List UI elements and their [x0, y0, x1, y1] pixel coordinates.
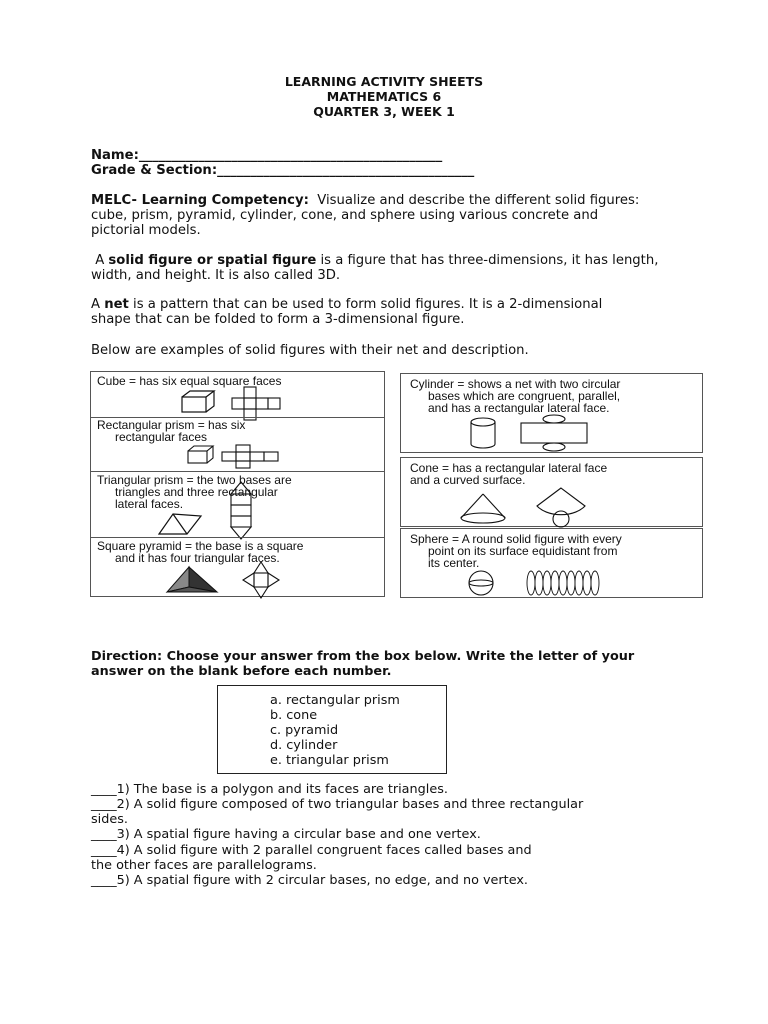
examples-intro: Below are examples of solid figures with their net and description. — [91, 343, 529, 358]
cylinder-desc-3: and has a rectangular lateral face. — [428, 401, 610, 415]
rect-prism-figure — [187, 445, 215, 465]
choice-d: d. cylinder — [270, 738, 338, 753]
sphere-net — [525, 569, 605, 597]
choice-a: a. rectangular prism — [270, 693, 400, 708]
question-1: ____1) The base is a polygon and its faces are triangles. — [91, 782, 448, 797]
cylinder-desc-2: bases which are congruent, parallel, — [428, 389, 621, 403]
tri-prism-figure — [157, 504, 203, 536]
solid-def-term: solid figure or spatial figure — [108, 253, 317, 268]
net-definition — [91, 297, 602, 313]
choice-c: c. pyramid — [270, 723, 339, 738]
sq-pyramid-desc-1: Square pyramid = the base is a square — [97, 539, 304, 553]
name-label: Name: — [91, 148, 139, 163]
choice-b: b. cone — [270, 708, 318, 723]
direction-line-1: Direction: Choose your answer from the box below. Write the letter of your — [91, 649, 635, 664]
cube-net — [231, 387, 283, 421]
solid-def-pre: A — [95, 253, 109, 268]
grade-blank: _______________________________________ — [217, 163, 475, 178]
melc-label: MELC- Learning Competency: — [91, 193, 309, 208]
sphere-desc-2: point on its surface equidistant from — [428, 544, 618, 558]
grade-field — [91, 163, 474, 179]
sq-pyramid-net — [241, 560, 281, 600]
net-def-pre: A — [91, 297, 105, 312]
net-def-term: net — [104, 297, 129, 312]
cone-desc-2: and a curved surface. — [410, 473, 526, 487]
question-3: ____3) A spatial figure having a circular base and one vertex. — [91, 827, 481, 842]
cube-figure — [181, 390, 217, 414]
melc-text-1: Visualize and describe the different solid figures: — [317, 193, 640, 208]
cylinder-box — [400, 373, 703, 453]
cylinder-net — [519, 414, 589, 452]
name-field — [91, 148, 442, 164]
cone-figure — [459, 492, 509, 526]
rect-prism-desc-1: Rectangular prism = has six — [97, 418, 246, 432]
cylinder-figure — [469, 417, 499, 451]
direction-line-2: answer on the blank before each number. — [91, 664, 392, 679]
sq-pyramid-desc-2: and it has four triangular faces. — [115, 551, 280, 565]
question-2-cont: sides. — [91, 812, 128, 827]
melc-line-1 — [91, 193, 639, 209]
cone-net — [531, 486, 591, 528]
question-5: ____5) A spatial figure with 2 circular bases, no edge, and no vertex. — [91, 873, 528, 888]
tri-prism-desc-1: Triangular prism = the two bases are — [97, 473, 292, 487]
name-blank: ______________________________________________ — [138, 148, 443, 163]
solid-def-line-2: width, and height. It is also called 3D. — [91, 268, 341, 283]
net-def-post: is a pattern that can be used to form solid figures. It is a 2-dimensional — [128, 297, 603, 312]
quarter-week: QUARTER 3, WEEK 1 — [313, 104, 455, 119]
tri-prism-desc-2: triangles and three rectangular — [115, 485, 278, 499]
solid-def-post: is a figure that has three-dimensions, it has length, — [316, 253, 659, 268]
net-def-line-2: shape that can be folded to form a 3-dimensional figure. — [91, 312, 465, 327]
choice-e: e. triangular prism — [270, 753, 389, 768]
cube-desc: Cube = has six equal square faces — [97, 374, 282, 388]
choices-box — [217, 685, 447, 774]
solid-definition — [91, 253, 658, 269]
sphere-desc-1: Sphere = A round solid figure with every — [410, 532, 622, 546]
melc-text-2: cube, prism, pyramid, cylinder, cone, and sphere using various concrete and — [91, 208, 599, 223]
grade-label: Grade & Section: — [91, 163, 218, 178]
rect-prism-desc-2: rectangular faces — [115, 430, 208, 444]
row-divider — [91, 471, 384, 472]
sphere-figure — [467, 569, 497, 597]
question-4: ____4) A solid figure with 2 parallel congruent faces called bases and — [91, 843, 532, 858]
cone-desc-1: Cone = has a rectangular lateral face — [410, 461, 608, 475]
figures-table-left — [90, 371, 385, 597]
question-2: ____2) A solid figure composed of two triangular bases and three rectangular — [91, 797, 584, 812]
question-4-cont: the other faces are parallelograms. — [91, 858, 317, 873]
sheet-title: LEARNING ACTIVITY SHEETS — [284, 74, 484, 89]
sphere-desc-3: its center. — [428, 556, 480, 570]
melc-text-3: pictorial models. — [91, 223, 201, 238]
tri-prism-net — [221, 480, 265, 542]
subject-title: MATHEMATICS 6 — [326, 89, 442, 104]
sq-pyramid-figure — [165, 565, 219, 595]
sphere-box — [400, 528, 703, 598]
tri-prism-desc-3: lateral faces. — [115, 497, 184, 511]
rect-prism-net — [221, 444, 283, 470]
cone-box — [400, 457, 703, 527]
row-divider — [91, 537, 384, 538]
cylinder-desc-1: Cylinder = shows a net with two circular — [410, 377, 621, 391]
